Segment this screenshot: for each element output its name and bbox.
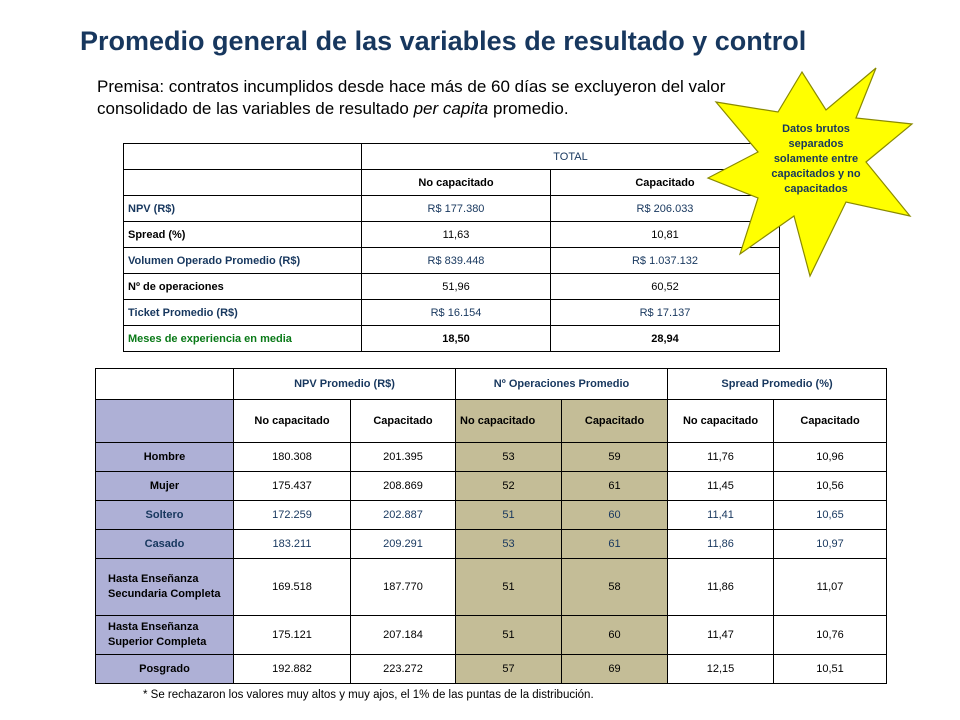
data-cell: 51 (456, 501, 562, 530)
row-label: Hombre (96, 443, 234, 472)
premise-text-start: Premisa: contratos incumplidos desde hace más de 60 días se excluyeron del valor consolidado de las variables de resultado (97, 77, 726, 118)
value-capacitado: R$ 206.033 (551, 196, 780, 222)
table-row (96, 472, 887, 501)
data-cell: 207.184 (351, 616, 456, 655)
data-cell: 11,41 (668, 501, 774, 530)
data-cell: 12,15 (668, 655, 774, 684)
segment-breakdown-table (95, 368, 887, 684)
data-cell: 61 (562, 530, 668, 559)
total-header-row (124, 144, 780, 170)
row-label: Casado (96, 530, 234, 559)
value-capacitado: 60,52 (551, 274, 780, 300)
row-label: Volumen Operado Promedio (R$) (124, 248, 362, 274)
row-label: Ticket Promedio (R$) (124, 300, 362, 326)
value-capacitado: R$ 17.137 (551, 300, 780, 326)
data-cell: 172.259 (234, 501, 351, 530)
table-row (96, 655, 887, 684)
value-capacitado: 10,81 (551, 222, 780, 248)
premise-text-italic: per capita (413, 99, 489, 118)
data-cell: 10,97 (774, 530, 887, 559)
data-cell: 53 (456, 530, 562, 559)
table-row (124, 274, 780, 300)
value-no-capacitado: R$ 16.154 (362, 300, 551, 326)
data-cell: 180.308 (234, 443, 351, 472)
group-header-operaciones: Nº Operaciones Promedio (456, 369, 668, 400)
group-header-spread: Spread Promedio (%) (668, 369, 887, 400)
row-label: Mujer (96, 472, 234, 501)
subheader-cell: No capacitado (234, 400, 351, 443)
data-cell: 169.518 (234, 559, 351, 616)
table-row (124, 326, 780, 352)
table-row (124, 248, 780, 274)
data-cell: 183.211 (234, 530, 351, 559)
callout-text: Datos brutos separados solamente entre capacitados y no capacitados (771, 123, 861, 195)
page-title: Promedio general de las variables de resultado y control (80, 26, 807, 56)
data-cell: 11,76 (668, 443, 774, 472)
value-no-capacitado: 18,50 (362, 326, 551, 352)
subheader-row (96, 400, 887, 443)
row-label: Hasta Enseñanza Secundaria Completa (96, 559, 234, 616)
data-cell: 223.272 (351, 655, 456, 684)
row-label: Spread (%) (124, 222, 362, 248)
data-cell: 69 (562, 655, 668, 684)
row-label: Meses de experiencia en media (124, 326, 362, 352)
table-row (124, 222, 780, 248)
header-capacitado: Capacitado (551, 170, 780, 196)
empty-label-cell (96, 400, 234, 443)
data-cell: 61 (562, 472, 668, 501)
subheader-cell: No capacitado (668, 400, 774, 443)
data-cell: 11,86 (668, 530, 774, 559)
group-header-row (96, 369, 887, 400)
data-cell: 10,96 (774, 443, 887, 472)
data-cell: 175.121 (234, 616, 351, 655)
data-cell: 51 (456, 559, 562, 616)
data-cell: 51 (456, 616, 562, 655)
value-no-capacitado: R$ 177.380 (362, 196, 551, 222)
data-cell: 52 (456, 472, 562, 501)
data-cell: 209.291 (351, 530, 456, 559)
header-no-capacitado: No capacitado (362, 170, 551, 196)
table-row (96, 616, 887, 655)
table-row (124, 196, 780, 222)
data-cell: 10,76 (774, 616, 887, 655)
column-header-row (124, 170, 780, 196)
data-cell: 11,07 (774, 559, 887, 616)
table-row (96, 559, 887, 616)
data-cell: 58 (562, 559, 668, 616)
empty-corner-cell (96, 369, 234, 400)
row-label: NPV (R$) (124, 196, 362, 222)
row-label: Hasta Enseñanza Superior Completa (96, 616, 234, 655)
empty-corner-cell (124, 144, 362, 170)
data-cell: 11,86 (668, 559, 774, 616)
footnote: * Se rechazaron los valores muy altos y muy ajos, el 1% de las puntas de la distribución. (143, 689, 594, 701)
row-label: Soltero (96, 501, 234, 530)
data-cell: 10,56 (774, 472, 887, 501)
data-cell: 201.395 (351, 443, 456, 472)
data-cell: 208.869 (351, 472, 456, 501)
data-cell: 187.770 (351, 559, 456, 616)
data-cell: 53 (456, 443, 562, 472)
row-label: Nº de operaciones (124, 274, 362, 300)
value-no-capacitado: 11,63 (362, 222, 551, 248)
subheader-cell: Capacitado (351, 400, 456, 443)
data-cell: 11,47 (668, 616, 774, 655)
data-cell: 11,45 (668, 472, 774, 501)
empty-label-cell (124, 170, 362, 196)
subheader-cell: No capacitado (456, 400, 562, 443)
subheader-cell: Capacitado (562, 400, 668, 443)
group-header-npv: NPV Promedio (R$) (234, 369, 456, 400)
data-cell: 175.437 (234, 472, 351, 501)
data-cell: 60 (562, 501, 668, 530)
table-row (96, 530, 887, 559)
data-cell: 202.887 (351, 501, 456, 530)
data-cell: 59 (562, 443, 668, 472)
value-no-capacitado: 51,96 (362, 274, 551, 300)
data-cell: 10,65 (774, 501, 887, 530)
premise-text-end: promedio. (488, 99, 569, 118)
data-cell: 192.882 (234, 655, 351, 684)
total-summary-table (123, 143, 780, 352)
table-row (96, 443, 887, 472)
value-no-capacitado: R$ 839.448 (362, 248, 551, 274)
table-row (96, 501, 887, 530)
value-capacitado: R$ 1.037.132 (551, 248, 780, 274)
row-label: Posgrado (96, 655, 234, 684)
total-header: TOTAL (362, 144, 780, 170)
table-row (124, 300, 780, 326)
data-cell: 57 (456, 655, 562, 684)
value-capacitado: 28,94 (551, 326, 780, 352)
subheader-cell: Capacitado (774, 400, 887, 443)
data-cell: 10,51 (774, 655, 887, 684)
data-cell: 60 (562, 616, 668, 655)
